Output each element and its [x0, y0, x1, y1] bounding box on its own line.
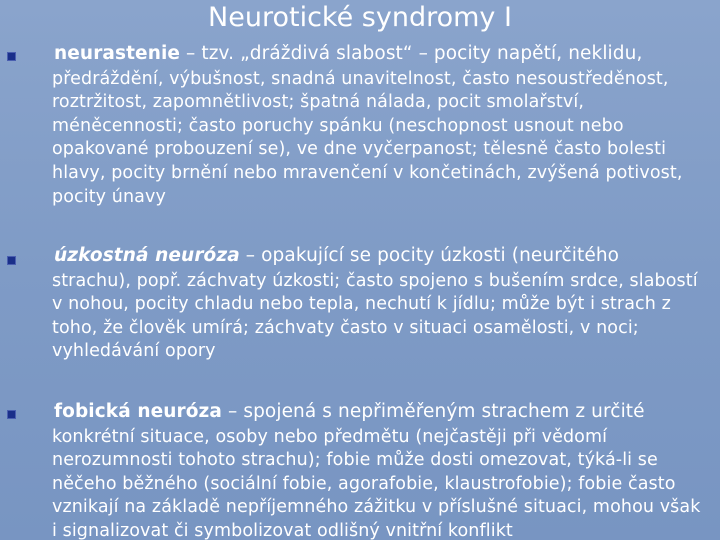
list-item-body: strachu), popř. záchvaty úzkosti; často spojeno s bušením srdce, slabostí v nohou, pocity chladu nebo tepla, nechutí k jídlu; může být i strach z toho, že člověk umírá; záchvaty často v situaci osamělosti, v noci; vyhledávání opory	[52, 270, 698, 362]
list-item-text	[54, 42, 710, 209]
list-item-lead-rest: – spojená s nepřiměřeným strachem z určité	[222, 401, 645, 422]
list-item-lead	[54, 244, 710, 268]
square-bullet-icon	[7, 256, 16, 265]
list-item-term: úzkostná neuróza	[54, 245, 240, 266]
list-item-term: fobická neuróza	[54, 401, 223, 422]
square-bullet-icon	[7, 52, 16, 61]
list-item-lead	[54, 42, 710, 66]
list-item-lead	[54, 400, 710, 424]
list-item-text	[54, 244, 710, 364]
list-item-body: konkrétní situace, osoby nebo předmětu (nejčastěji při vědomí nerozumnosti tohoto strachu); fobie může dosti omezovat, týká-li se něčeho běžného (sociální fobie, agorafobie, klaustrofobie); fobie často vznikají na základě nepříjemného zážitku v příslušné situaci, mohou však i signalizovat či symbolizovat odlišný vnitřní konflikt	[52, 426, 701, 540]
list-item-term: neurastenie	[54, 43, 181, 64]
list-item-lead-rest: – tzv. „dráždivá slabost“ – pocity napětí, neklidu,	[180, 43, 643, 64]
list-item-text	[54, 400, 710, 540]
list-item-body: předráždění, výbušnost, snadná unavitelnost, často nesoustředěnost, roztržitost, zapomnětlivost; špatná nálada, pocit smolařství, méněcennosti; často poruchy spánku (neschopnost usnout nebo opakované probouzení se), ve dne vyčerpanost; tělesně často bolesti hlavy, pocity brnění nebo mravenčení v končetinách, zvýšená potivost, pocity únavy	[52, 68, 683, 207]
slide-title: Neurotické syndromy I	[208, 2, 512, 33]
list-item-lead-rest: – opakující se pocity úzkosti (neurčitého	[239, 245, 620, 266]
square-bullet-icon	[7, 410, 16, 419]
